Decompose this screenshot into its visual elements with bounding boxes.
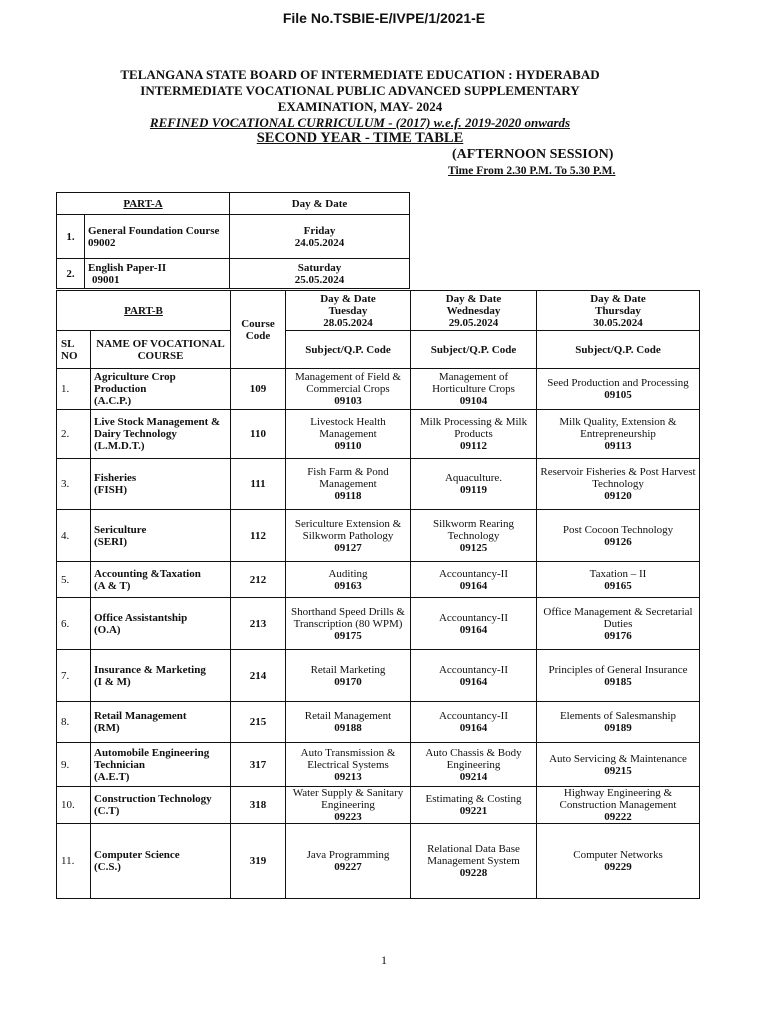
- subject-day3: [537, 743, 700, 787]
- table-row: [57, 510, 700, 562]
- date: 30.05.2024: [593, 316, 643, 329]
- subject-day1: [286, 562, 411, 598]
- subject: Retail Marketing: [310, 663, 386, 676]
- curriculum-line: REFINED VOCATIONAL CURRICULUM - (2017) w.e.f. 2019-2020 onwards: [149, 115, 571, 130]
- table-row: [57, 650, 700, 702]
- course-abbr: (FISH): [94, 484, 127, 496]
- table-row: [57, 824, 700, 899]
- qp-code: 09104: [459, 395, 488, 407]
- table-row: [57, 369, 700, 410]
- file-number: File No.TSBIE-E/IVPE/1/2021-E: [282, 10, 486, 26]
- day3-header: [537, 291, 700, 331]
- exam-session: EXAMINATION, MAY- 2024: [277, 99, 443, 114]
- qp-code: 09214: [459, 770, 488, 783]
- subject: Fish Farm & Pond Management: [307, 466, 389, 490]
- subject-day3: [537, 510, 700, 562]
- subject: Milk Quality, Extension & Entrepreneurship: [559, 416, 677, 440]
- subject: Reservoir Fisheries & Post Harvest Technology: [540, 466, 696, 490]
- course-name: General Foundation Course: [88, 224, 220, 237]
- course-abbr: (A & T): [94, 579, 131, 592]
- exam-title: INTERMEDIATE VOCATIONAL PUBLIC ADVANCED SUPPLEMENTARY: [140, 83, 580, 98]
- sl-no: 4.: [57, 510, 91, 562]
- subject: Relational Data Base Management System: [427, 843, 520, 867]
- qp-code: 09119: [460, 484, 487, 496]
- subject: Java Programming: [306, 849, 390, 861]
- course-abbr: (C.T): [94, 805, 120, 817]
- qp-code: 09170: [334, 675, 362, 688]
- course-code: 319: [231, 824, 286, 899]
- subject: Post Cocoon Technology: [562, 523, 674, 536]
- course-name-cell: [91, 824, 231, 899]
- subject-day2: [411, 459, 537, 510]
- course-code: 109: [231, 369, 286, 410]
- qp-code: 09164: [459, 722, 488, 734]
- subject-day2: [411, 824, 537, 899]
- subject: Accountancy-II: [438, 663, 509, 676]
- subject-day3: [537, 410, 700, 459]
- qp-code: 09215: [604, 764, 632, 777]
- subject-day3: [537, 459, 700, 510]
- subject: Accountancy-II: [438, 611, 509, 624]
- part-a-day-date-header: Day & Date: [230, 193, 410, 215]
- subject: Principles of General Insurance: [548, 663, 688, 676]
- day-label: Day & Date: [590, 292, 646, 305]
- course-name: English Paper-II: [88, 261, 167, 274]
- subject-header-2: Subject/Q.P. Code: [411, 331, 537, 369]
- course-code: 212: [231, 562, 286, 598]
- qp-code: 09126: [604, 535, 632, 548]
- sl-no: 6.: [57, 598, 91, 650]
- qp-code: 09125: [459, 541, 488, 554]
- sl-no: 2.: [57, 259, 85, 289]
- subject: Auditing: [328, 567, 368, 580]
- date: 29.05.2024: [448, 316, 499, 329]
- sl-no: 2.: [57, 410, 91, 459]
- course-code: 318: [231, 787, 286, 824]
- day: Thursday: [595, 304, 641, 317]
- course-name: Live Stock Management & Dairy Technology: [94, 416, 221, 440]
- subject-day1: [286, 824, 411, 899]
- sl-no: 11.: [57, 824, 91, 899]
- qp-code: 09105: [604, 389, 632, 401]
- table-row: [57, 410, 700, 459]
- sl-no: 3.: [57, 459, 91, 510]
- qp-code: 09176: [604, 629, 632, 642]
- subject: Accountancy-II: [438, 567, 509, 580]
- date: 25.05.2024: [294, 273, 345, 286]
- subject-day2: [411, 369, 537, 410]
- qp-code: 09120: [604, 490, 632, 502]
- subject-day1: [286, 702, 411, 743]
- qp-code: 09221: [459, 805, 488, 817]
- course-cell: [85, 215, 230, 259]
- subject: Seed Production and Processing: [547, 377, 689, 389]
- course-code: 110: [231, 410, 286, 459]
- subject: Auto Servicing & Maintenance: [549, 752, 687, 765]
- sl-no: 10.: [57, 787, 91, 824]
- qp-code: 09222: [604, 811, 632, 823]
- subject-day3: [537, 650, 700, 702]
- sl-no: 9.: [57, 743, 91, 787]
- subject-header-3: Subject/Q.P. Code: [537, 331, 700, 369]
- course-name-cell: [91, 562, 231, 598]
- subject-day1: [286, 650, 411, 702]
- day: Friday: [303, 224, 336, 237]
- part-b-title: PART-B: [57, 291, 231, 331]
- sl-no: 5.: [57, 562, 91, 598]
- qp-code: 09213: [334, 770, 362, 783]
- subject: Water Supply & Sanitary Engineering: [292, 787, 404, 811]
- course-abbr: (SERI): [94, 535, 128, 548]
- subject-day3: [537, 598, 700, 650]
- page-number: 1: [381, 953, 387, 967]
- day1-header: [286, 291, 411, 331]
- course-cell: [85, 259, 230, 289]
- course-name-cell: [91, 410, 231, 459]
- subject: Accountancy-II: [438, 710, 509, 722]
- subject-day1: [286, 459, 411, 510]
- subject-day1: [286, 743, 411, 787]
- day: Tuesday: [328, 304, 368, 317]
- qp-code: 09112: [460, 440, 487, 452]
- course-name-cell: [91, 369, 231, 410]
- qp-code: 09185: [604, 675, 632, 688]
- subject: Computer Networks: [573, 849, 663, 861]
- qp-code: 09229: [604, 861, 632, 873]
- qp-code: 09127: [334, 541, 362, 554]
- subject-day3: [537, 369, 700, 410]
- day-date-cell: [230, 259, 410, 289]
- table-row: [57, 215, 410, 259]
- course-code: 317: [231, 743, 286, 787]
- course-code-header: Course Code: [231, 291, 286, 369]
- course-name-cell: [91, 702, 231, 743]
- subject-day3: [537, 824, 700, 899]
- table-row: [57, 459, 700, 510]
- course-name: Office Assistantship: [94, 611, 188, 624]
- course-name: Automobile Engineering Technician: [94, 746, 210, 771]
- qp-code: 09164: [459, 675, 488, 688]
- subject: Silkworm Rearing Technology: [433, 517, 514, 542]
- subject-day3: [537, 787, 700, 824]
- day: Wednesday: [446, 304, 501, 317]
- table-row: [57, 787, 700, 824]
- subject-day2: [411, 787, 537, 824]
- subject-day2: [411, 650, 537, 702]
- sl-no: 1.: [57, 215, 85, 259]
- subject: Retail Management: [304, 710, 392, 722]
- subject: Shorthand Speed Drills & Transcription (80 WPM): [291, 605, 405, 630]
- course-name: Sericulture: [94, 523, 147, 536]
- qp-code: 09223: [334, 811, 362, 823]
- subject-day3: [537, 562, 700, 598]
- part-a-title: PART-A: [57, 193, 230, 215]
- course-name: Construction Technology: [94, 793, 212, 805]
- subject: Management of Horticulture Crops: [432, 371, 515, 395]
- course-name: Agriculture Crop Production: [94, 371, 176, 395]
- sl-no: 8.: [57, 702, 91, 743]
- subject: Livestock Health Management: [310, 416, 386, 440]
- subject-day2: [411, 562, 537, 598]
- course-abbr: (RM): [94, 722, 120, 734]
- qp-code: 09113: [604, 440, 632, 452]
- course-code: 112: [231, 510, 286, 562]
- day-label: Day & Date: [320, 292, 376, 305]
- course-code: 215: [231, 702, 286, 743]
- course-code: 09002: [88, 236, 116, 249]
- course-abbr: (I & M): [94, 675, 131, 688]
- course-abbr: (A.C.P.): [94, 395, 132, 407]
- course-name: Accounting &Taxation: [94, 567, 201, 580]
- exam-time: Time From 2.30 P.M. To 5.30 P.M.: [448, 165, 616, 177]
- course-code: 111: [231, 459, 286, 510]
- day-date-cell: [230, 215, 410, 259]
- subject: Elements of Salesmanship: [559, 710, 677, 722]
- subject: Aquaculture.: [444, 472, 503, 484]
- subject: Estimating & Costing: [425, 793, 522, 805]
- course-code: 214: [231, 650, 286, 702]
- part-a-table: [56, 192, 410, 289]
- course-code: 213: [231, 598, 286, 650]
- qp-code: 09110: [334, 440, 362, 452]
- qp-code: 09227: [334, 861, 362, 873]
- sl-no: 7.: [57, 650, 91, 702]
- part-b-table: [56, 290, 700, 899]
- qp-code: 09228: [459, 867, 488, 879]
- subject-day1: [286, 787, 411, 824]
- subject-day3: [537, 702, 700, 743]
- course-code: 09001: [92, 273, 120, 286]
- day2-header: [411, 291, 537, 331]
- course-abbr: (L.M.D.T.): [94, 440, 145, 452]
- subject: Management of Field & Commercial Crops: [294, 371, 401, 395]
- course-name-cell: [91, 650, 231, 702]
- date: 24.05.2024: [294, 236, 345, 249]
- subject: Sericulture Extension & Silkworm Pathology: [294, 517, 402, 542]
- table-row: [57, 743, 700, 787]
- subject-day2: [411, 510, 537, 562]
- qp-code: 09175: [334, 629, 362, 642]
- table-row: [57, 598, 700, 650]
- subject: Office Management & Secretarial Duties: [543, 605, 693, 630]
- subject-day1: [286, 510, 411, 562]
- subject: Taxation – II: [589, 567, 647, 580]
- course-name-cell: [91, 510, 231, 562]
- sl-no-header: SL NO: [57, 331, 91, 369]
- day-label: Day & Date: [445, 292, 502, 305]
- timetable-title: SECOND YEAR - TIME TABLE: [256, 130, 464, 146]
- subject-day2: [411, 410, 537, 459]
- course-abbr: (C.S.): [94, 861, 121, 873]
- subject-day1: [286, 410, 411, 459]
- subject: Highway Engineering & Construction Management: [559, 787, 677, 811]
- session-label: (AFTERNOON SESSION): [452, 147, 614, 162]
- subject-header-1: Subject/Q.P. Code: [286, 331, 411, 369]
- course-name-cell: [91, 787, 231, 824]
- course-name-cell: [91, 743, 231, 787]
- table-row: [57, 562, 700, 598]
- course-abbr: (A.E.T): [94, 770, 130, 783]
- qp-code: 09118: [334, 490, 362, 502]
- subject-day1: [286, 598, 411, 650]
- qp-code: 09188: [334, 722, 362, 734]
- day: Saturday: [297, 261, 342, 274]
- qp-code: 09103: [334, 395, 362, 407]
- table-row: [57, 259, 410, 289]
- board-title: TELANGANA STATE BOARD OF INTERMEDIATE EDUCATION : HYDERABAD: [120, 67, 600, 82]
- table-row: [57, 702, 700, 743]
- subject-day2: [411, 598, 537, 650]
- course-name-cell: [91, 459, 231, 510]
- course-name: Computer Science: [94, 849, 180, 861]
- date: 28.05.2024: [323, 316, 373, 329]
- subject-day1: [286, 369, 411, 410]
- subject: Auto Chassis & Body Engineering: [425, 746, 522, 771]
- course-name: Insurance & Marketing: [94, 663, 206, 676]
- subject-day2: [411, 702, 537, 743]
- course-name: Retail Management: [94, 710, 187, 722]
- qp-code: 09164: [459, 623, 488, 636]
- subject: Auto Transmission & Electrical Systems: [300, 746, 396, 771]
- course-name-cell: [91, 598, 231, 650]
- course-name-header: NAME OF VOCATIONAL COURSE: [91, 331, 231, 369]
- subject: Milk Processing & Milk Products: [419, 416, 528, 440]
- qp-code: 09164: [459, 579, 488, 592]
- qp-code: 09163: [334, 579, 362, 592]
- course-abbr: (O.A): [94, 623, 121, 636]
- course-name: Fisheries: [94, 472, 137, 484]
- qp-code: 09165: [604, 579, 632, 592]
- subject-day2: [411, 743, 537, 787]
- qp-code: 09189: [604, 722, 632, 734]
- sl-no: 1.: [57, 369, 91, 410]
